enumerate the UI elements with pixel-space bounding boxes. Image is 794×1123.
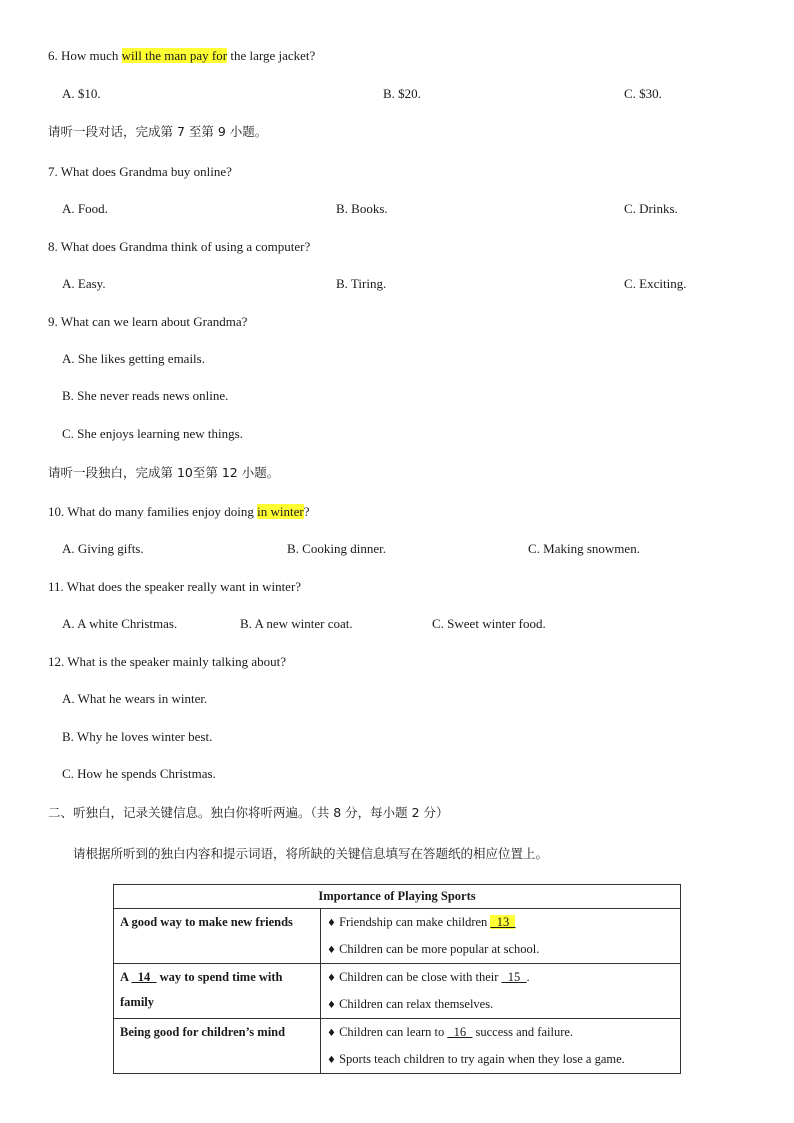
row-2-label-post: way to spend time with family xyxy=(120,970,283,1009)
row-2-line-1-end: . xyxy=(526,970,530,984)
q7-option-c[interactable]: C. Drinks. xyxy=(624,201,678,216)
q11-option-b[interactable]: B. A new winter coat. xyxy=(240,616,353,631)
q9-option-a[interactable]: A. She likes getting emails. xyxy=(62,351,205,366)
diamond-bullet-icon: ♦ xyxy=(327,944,336,956)
table-row xyxy=(114,964,681,1019)
row-2-line-1 xyxy=(327,965,674,992)
question-8: 8. What does Grandma think of using a computer? xyxy=(48,239,311,254)
row-1-line-1 xyxy=(327,910,674,937)
row-1-line-2 xyxy=(327,937,674,964)
q8-option-a[interactable]: A. Easy. xyxy=(62,276,106,291)
question-12: 12. What is the speaker mainly talking about? xyxy=(48,654,287,669)
blank-14[interactable]: _14_ xyxy=(131,970,157,984)
blank-16[interactable]: _16_ xyxy=(447,1025,473,1039)
row-2-details xyxy=(321,964,681,1019)
q10-option-b[interactable]: B. Cooking dinner. xyxy=(287,541,386,556)
q10-option-a[interactable]: A. Giving gifts. xyxy=(62,541,144,556)
question-6 xyxy=(48,48,315,64)
row-3-line-1-end: success and failure. xyxy=(472,1025,574,1039)
q6-option-b[interactable]: B. $20. xyxy=(383,86,421,101)
sports-table xyxy=(113,884,681,1074)
q6-option-a[interactable]: A. $10. xyxy=(62,86,101,101)
row-2-line-2-text: Children can relax themselves. xyxy=(339,996,494,1011)
diamond-bullet-icon: ♦ xyxy=(327,973,336,984)
row-3-label: Being good for children’s mind xyxy=(114,1019,321,1074)
diamond-bullet-icon: ♦ xyxy=(327,1054,336,1066)
q8-option-b[interactable]: B. Tiring. xyxy=(336,276,387,291)
q6-text-pre: How much xyxy=(61,48,122,63)
row-3-line-1-text: Children can learn to xyxy=(339,1025,448,1039)
q10-option-c[interactable]: C. Making snowmen. xyxy=(528,541,640,556)
q12-option-c[interactable]: C. How he spends Christmas. xyxy=(62,766,216,781)
q9-option-c[interactable]: C. She enjoys learning new things. xyxy=(62,426,243,441)
blank-15[interactable]: _15_ xyxy=(501,970,527,984)
table-header-row xyxy=(114,885,681,909)
row-2-label-pre: A xyxy=(120,970,132,984)
row-3-line-2 xyxy=(327,1047,674,1074)
table-title: Importance of Playing Sports xyxy=(114,885,681,909)
instruction-10-12: 请听一段独白，完成第 10至第 12 小题。 xyxy=(48,465,280,480)
q10-text-pre: 10. What do many families enjoy doing xyxy=(48,504,258,519)
row-3-line-2-text: Sports teach children to try again when they lose a game. xyxy=(339,1051,625,1066)
row-3-details xyxy=(321,1019,681,1074)
q8-option-c[interactable]: C. Exciting. xyxy=(624,276,687,291)
diamond-bullet-icon: ♦ xyxy=(327,999,336,1011)
q6-option-c[interactable]: C. $30. xyxy=(624,86,662,101)
q6-number: 6. xyxy=(48,48,58,63)
question-11: 11. What does the speaker really want in winter? xyxy=(48,579,302,594)
q12-option-b[interactable]: B. Why he loves winter best. xyxy=(62,729,213,744)
q11-option-a[interactable]: A. A white Christmas. xyxy=(62,616,178,631)
row-1-line-2-text: Children can be more popular at school. xyxy=(339,941,540,956)
q10-text-post: ? xyxy=(303,504,310,519)
row-2-line-2 xyxy=(327,992,674,1019)
row-1-details xyxy=(321,909,681,964)
question-10 xyxy=(48,504,310,520)
q7-option-a[interactable]: A. Food. xyxy=(62,201,108,216)
blank-13[interactable]: _13_ xyxy=(490,915,516,929)
q11-option-c[interactable]: C. Sweet winter food. xyxy=(432,616,546,631)
diamond-bullet-icon: ♦ xyxy=(327,918,336,929)
q7-option-b[interactable]: B. Books. xyxy=(336,201,388,216)
q10-highlight: in winter xyxy=(257,504,304,519)
q12-option-a[interactable]: A. What he wears in winter. xyxy=(62,691,208,706)
instruction-7-9: 请听一段对话，完成第 7 至第 9 小题。 xyxy=(48,124,268,139)
row-3-line-1 xyxy=(327,1020,674,1047)
section-2-heading: 二、听独白，记录关键信息。独白你将听两遍。（共 8 分，每小题 2 分） xyxy=(48,805,449,820)
row-2-label xyxy=(114,964,321,1019)
row-2-line-1-text: Children can be close with their xyxy=(339,970,502,984)
question-7: 7. What does Grandma buy online? xyxy=(48,164,232,179)
q6-highlight: will the man pay for xyxy=(121,48,228,63)
q6-text-post: the large jacket? xyxy=(227,48,316,63)
table-row xyxy=(114,909,681,964)
q9-option-b[interactable]: B. She never reads news online. xyxy=(62,388,229,403)
row-1-label: A good way to make new friends xyxy=(114,909,321,964)
row-1-line-1-text: Friendship can make children xyxy=(339,915,491,929)
table-row xyxy=(114,1019,681,1074)
section-2-instruction: 请根据所听到的独白内容和提示词语，将所缺的关键信息填写在答题纸的相应位置上。 xyxy=(73,846,549,861)
question-9: 9. What can we learn about Grandma? xyxy=(48,314,248,329)
diamond-bullet-icon: ♦ xyxy=(327,1028,336,1039)
